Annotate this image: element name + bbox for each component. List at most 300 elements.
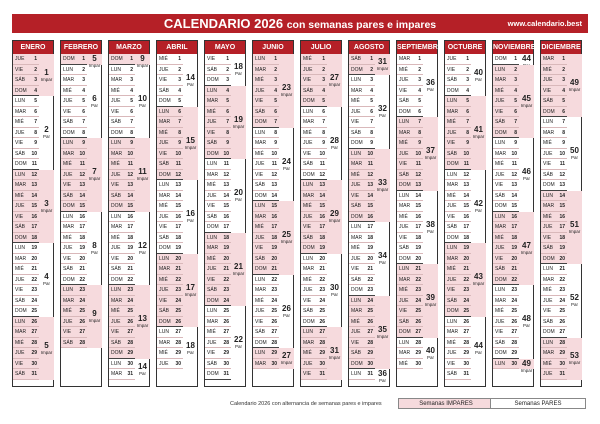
weekday-abbr: DOM: [15, 161, 27, 167]
day-row: [109, 107, 135, 118]
day-number: 10: [127, 150, 133, 157]
day-row: [493, 296, 519, 307]
day-number: 11: [415, 161, 421, 167]
day-row: [541, 296, 567, 307]
weekday-abbr: MAR: [303, 339, 315, 346]
weekday-abbr: LUN: [447, 318, 458, 325]
day-row: [445, 96, 471, 107]
day-number: 21: [271, 266, 277, 272]
day-number: 23: [223, 287, 229, 293]
day-row: [541, 254, 567, 265]
day-row: [109, 359, 135, 370]
day-number: 8: [82, 129, 85, 136]
weekday-abbr: JUE: [303, 287, 313, 293]
day-number: 18: [319, 234, 325, 241]
day-number: 16: [127, 213, 133, 220]
day-number: 13: [223, 182, 229, 188]
week-number: 11: [138, 167, 147, 177]
day-number: 7: [82, 119, 85, 125]
weekday-abbr: DOM: [111, 203, 123, 209]
day-number: 22: [223, 276, 229, 283]
weekday-abbr: SÁB: [303, 234, 314, 241]
day-row: [493, 233, 519, 244]
day-number: 23: [175, 287, 181, 293]
day-row: [445, 317, 471, 328]
day-number: 8: [466, 129, 469, 136]
week-number-block: [375, 75, 390, 149]
day-row: [541, 359, 567, 370]
day-number: 8: [274, 129, 277, 136]
day-row: [301, 117, 327, 128]
weekday-abbr: SÁB: [111, 119, 122, 125]
day-row: [301, 138, 327, 149]
weekday-abbr: MAR: [447, 329, 459, 335]
weekday-abbr: MIÉ: [255, 297, 264, 304]
day-number: 12: [319, 171, 325, 178]
weekday-abbr: VIE: [447, 287, 456, 293]
day-number: 29: [127, 350, 133, 356]
day-number: 31: [31, 371, 37, 377]
week-number-block: [471, 317, 486, 380]
day-row: [445, 180, 471, 191]
day-row: [109, 149, 135, 160]
week-number: 14: [138, 361, 147, 371]
day-row: [397, 65, 423, 76]
day-row: [349, 65, 375, 76]
weekday-abbr: VIE: [63, 329, 72, 335]
day-row: [253, 338, 279, 349]
month-header: MARZO: [109, 41, 149, 54]
week-number-block: [327, 254, 342, 328]
weekday-abbr: SÁB: [543, 245, 554, 251]
day-row: [397, 264, 423, 275]
weekday-abbr: VIE: [447, 140, 456, 146]
day-row: [349, 222, 375, 233]
weekday-abbr: JUE: [15, 129, 25, 136]
week-number-block: [135, 65, 150, 139]
week-number: 9: [92, 309, 97, 318]
weekday-abbr: LUN: [447, 245, 458, 251]
week-parity-label: Par: [474, 349, 482, 355]
day-row: [349, 96, 375, 107]
week-number-block: [375, 296, 390, 370]
week-number-block: [279, 54, 294, 128]
month-column: [492, 40, 534, 387]
day-row: [61, 201, 87, 212]
day-row: [13, 348, 39, 359]
day-row: [61, 107, 87, 118]
day-row: [541, 212, 567, 223]
day-row: [349, 296, 375, 307]
day-row: [109, 191, 135, 202]
day-number: 9: [130, 140, 133, 146]
day-number: 9: [274, 140, 277, 146]
day-number: 18: [127, 234, 133, 241]
day-number: 20: [31, 255, 37, 262]
day-number: 4: [274, 87, 277, 94]
weekday-abbr: JUE: [303, 360, 313, 367]
day-number: 3: [418, 77, 421, 83]
week-number-block: [519, 54, 534, 65]
day-number: 9: [418, 140, 421, 146]
weekday-abbr: MIÉ: [303, 276, 312, 283]
day-number: 14: [367, 192, 373, 199]
week-parity-label: Par: [42, 134, 50, 140]
day-row: [397, 54, 423, 65]
day-row: [397, 254, 423, 265]
weekday-abbr: SÁB: [447, 77, 458, 83]
week-number: 12: [138, 240, 147, 250]
day-row: [157, 75, 183, 86]
day-row: [61, 306, 87, 317]
day-number: 1: [514, 56, 517, 62]
day-number: 31: [367, 371, 373, 377]
week-number-block: [471, 243, 486, 317]
week-parity-label: Par: [426, 354, 434, 360]
weekday-abbr: SÁB: [15, 150, 26, 157]
month-column: [252, 40, 294, 387]
day-number: 7: [178, 119, 181, 125]
day-number: 16: [31, 213, 37, 220]
day-row: [109, 317, 135, 328]
day-number: 4: [82, 87, 85, 94]
week-number: 4: [44, 272, 49, 282]
weekday-abbr: SÁB: [111, 266, 122, 272]
weekday-abbr: VIE: [15, 66, 24, 73]
week-number: 13: [138, 314, 147, 324]
day-number: 8: [178, 129, 181, 136]
day-number: 10: [175, 150, 181, 157]
day-row: [13, 338, 39, 349]
day-number: 18: [79, 234, 85, 241]
day-row: [541, 348, 567, 359]
week-parity-label: Impar: [376, 66, 389, 71]
weekday-abbr: DOM: [447, 87, 459, 94]
weekday-abbr: MAR: [399, 56, 411, 62]
day-number: 26: [271, 318, 277, 325]
day-number: 27: [271, 329, 277, 335]
day-row: [301, 86, 327, 97]
day-row: [445, 65, 471, 76]
weekday-abbr: MAR: [351, 234, 363, 241]
day-row: [541, 54, 567, 65]
day-number: 14: [175, 192, 181, 199]
weekday-abbr: SÁB: [495, 192, 506, 199]
weekday-abbr: JUE: [351, 329, 361, 335]
day-number: 15: [319, 203, 325, 209]
day-row: [445, 138, 471, 149]
day-number: 19: [415, 245, 421, 251]
week-parity-label: Impar: [520, 102, 533, 108]
day-row: [301, 264, 327, 275]
weekday-abbr: DOM: [255, 119, 267, 125]
day-number: 14: [463, 192, 469, 199]
day-number: 25: [31, 308, 37, 314]
weekday-abbr: MIÉ: [111, 234, 120, 241]
weekday-abbr: MAR: [63, 77, 75, 83]
day-row: [541, 96, 567, 107]
day-row: [109, 296, 135, 307]
day-row: [493, 191, 519, 202]
day-number: 3: [178, 77, 181, 83]
weekday-abbr: MIÉ: [207, 108, 216, 115]
weekday-abbr: MAR: [543, 56, 555, 62]
day-number: 28: [559, 339, 565, 346]
day-number: 6: [418, 108, 421, 115]
weekday-abbr: JUE: [111, 245, 121, 251]
weekday-abbr: MIÉ: [303, 129, 312, 136]
day-number: 17: [367, 224, 373, 230]
day-row: [493, 338, 519, 349]
weekday-abbr: VIE: [255, 318, 264, 325]
day-number: 25: [175, 308, 181, 314]
day-row: [205, 86, 231, 97]
day-row: [157, 117, 183, 128]
day-row: [109, 243, 135, 254]
day-number: 21: [511, 266, 517, 272]
week-number: 27: [282, 351, 291, 360]
week-number: 14: [186, 72, 195, 82]
day-number: 13: [463, 182, 469, 188]
day-row: [13, 86, 39, 97]
weekday-abbr: MIÉ: [399, 140, 408, 146]
day-row: [157, 254, 183, 265]
week-number: 16: [186, 209, 195, 219]
weekday-abbr: VIE: [207, 129, 216, 136]
day-number: 11: [31, 161, 37, 167]
day-number: 24: [271, 297, 277, 304]
week-number-block: [327, 180, 342, 254]
weekday-abbr: JUE: [303, 213, 313, 220]
weekday-abbr: MAR: [495, 150, 507, 157]
day-number: 22: [79, 276, 85, 283]
day-number: 10: [271, 150, 277, 157]
weekday-abbr: DOM: [303, 245, 315, 251]
weekday-abbr: MAR: [543, 276, 555, 283]
weekday-abbr: JUE: [255, 308, 265, 314]
weekday-abbr: DOM: [63, 129, 75, 136]
week-number-block: [135, 138, 150, 212]
day-row: [253, 107, 279, 118]
day-row: [397, 212, 423, 223]
day-row: [493, 149, 519, 160]
day-row: [61, 243, 87, 254]
weekday-abbr: SÁB: [303, 87, 314, 94]
weekday-abbr: SÁB: [15, 224, 26, 230]
day-number: 3: [322, 77, 325, 83]
day-number: 23: [367, 287, 373, 293]
day-number: 13: [127, 182, 133, 188]
day-number: 31: [559, 371, 565, 377]
weekday-abbr: SÁB: [399, 318, 410, 325]
week-number-block: [423, 191, 438, 265]
day-number: 22: [367, 276, 373, 283]
day-number: 25: [127, 308, 133, 314]
weekday-abbr: VIE: [15, 213, 24, 220]
day-number: 25: [223, 308, 229, 314]
weekday-abbr: SÁB: [255, 329, 266, 335]
day-number: 2: [82, 66, 85, 73]
day-number: 23: [463, 287, 469, 293]
day-row: [13, 96, 39, 107]
day-row: [157, 180, 183, 191]
weekday-abbr: MAR: [495, 77, 507, 83]
day-number: 7: [130, 119, 133, 125]
weekday-abbr: DOM: [255, 339, 267, 346]
day-number: 14: [319, 192, 325, 199]
week-number: 3: [44, 198, 49, 208]
day-number: 27: [367, 329, 373, 335]
week-parity-label: Impar: [376, 333, 389, 339]
day-row: [493, 306, 519, 317]
day-number: 24: [367, 297, 373, 304]
day-row: [397, 170, 423, 181]
weekday-abbr: LUN: [255, 56, 266, 62]
week-parity-label: Par: [282, 312, 290, 318]
day-row: [493, 243, 519, 254]
day-row: [445, 86, 471, 97]
day-number: 15: [271, 203, 277, 209]
day-row: [157, 138, 183, 149]
weekday-abbr: LUN: [63, 213, 74, 220]
day-number: 5: [82, 98, 85, 104]
day-row: [301, 149, 327, 160]
weekday-abbr: SÁB: [543, 98, 554, 104]
day-number: 30: [463, 360, 469, 367]
weekday-abbr: SÁB: [207, 287, 218, 293]
weekday-abbr: LUN: [207, 308, 218, 314]
day-number: 5: [514, 98, 517, 104]
week-parity-label: Impar: [136, 176, 149, 182]
day-row: [541, 75, 567, 86]
week-parity-label: Impar: [472, 281, 485, 287]
day-number: 19: [463, 245, 469, 251]
day-row: [157, 285, 183, 296]
day-number: 8: [418, 129, 421, 136]
day-row: [349, 86, 375, 97]
weekday-abbr: MIÉ: [15, 192, 24, 199]
day-row: [109, 348, 135, 359]
day-row: [109, 327, 135, 338]
day-row: [397, 149, 423, 160]
day-number: 29: [559, 350, 565, 356]
weekday-abbr: MIÉ: [543, 66, 552, 73]
day-row: [253, 254, 279, 265]
week-number-block: [423, 117, 438, 191]
month-column: [12, 40, 54, 387]
weekday-abbr: DOM: [15, 308, 27, 314]
month-header: JULIO: [301, 41, 341, 54]
month-column: [204, 40, 246, 387]
day-row: [349, 138, 375, 149]
weekday-abbr: SÁB: [399, 171, 410, 178]
month-header: DICIEMBRE: [541, 41, 581, 54]
day-number: 18: [175, 234, 181, 241]
weekday-abbr: MIÉ: [159, 129, 168, 136]
week-parity-label: Par: [138, 249, 146, 255]
weekday-abbr: JUE: [543, 224, 553, 230]
weekday-abbr: MIÉ: [207, 182, 216, 188]
weekday-abbr: DOM: [399, 182, 411, 188]
week-number-block: [231, 233, 246, 307]
weekday-abbr: VIE: [447, 66, 456, 73]
day-number: 12: [463, 171, 469, 178]
weekday-abbr: MIÉ: [63, 234, 72, 241]
month-header: JUNIO: [253, 41, 293, 54]
weekday-abbr: MAR: [495, 297, 507, 304]
day-row: [61, 254, 87, 265]
day-row: [493, 128, 519, 139]
weekday-abbr: SÁB: [399, 245, 410, 251]
weekday-abbr: LUN: [207, 161, 218, 167]
day-row: [61, 117, 87, 128]
day-number: 12: [367, 171, 373, 178]
day-row: [541, 264, 567, 275]
weekday-abbr: SÁB: [351, 129, 362, 136]
day-row: [253, 264, 279, 275]
day-number: 20: [367, 255, 373, 262]
day-number: 27: [79, 329, 85, 335]
weekday-abbr: MAR: [303, 192, 315, 199]
weekday-abbr: DOM: [543, 255, 555, 262]
day-row: [205, 138, 231, 149]
weekday-abbr: MAR: [207, 98, 219, 104]
week-number-block: [375, 369, 390, 383]
weekday-abbr: VIE: [543, 308, 552, 314]
day-row: [301, 180, 327, 191]
day-number: 30: [223, 360, 229, 367]
day-row: [205, 191, 231, 202]
week-number: 35: [378, 324, 387, 334]
weekday-abbr: LUN: [255, 350, 266, 356]
day-number: 4: [34, 87, 37, 94]
day-number: 29: [319, 350, 325, 356]
day-row: [205, 317, 231, 328]
day-number: 6: [178, 108, 181, 115]
weekday-abbr: MIÉ: [351, 318, 360, 325]
day-number: 7: [370, 119, 373, 125]
day-number: 6: [370, 108, 373, 115]
weekday-abbr: DOM: [207, 297, 219, 304]
week-parity-label: Par: [138, 102, 146, 108]
day-row: [109, 285, 135, 296]
day-row: [205, 222, 231, 233]
day-number: 21: [319, 266, 325, 272]
weekday-abbr: VIE: [207, 350, 216, 356]
day-number: 5: [562, 98, 565, 104]
day-row: [541, 107, 567, 118]
day-row: [13, 306, 39, 317]
day-number: 6: [274, 108, 277, 115]
day-number: 13: [511, 182, 517, 188]
day-number: 12: [223, 171, 229, 178]
day-row: [13, 149, 39, 160]
day-number: 19: [319, 245, 325, 251]
weekday-abbr: JUE: [447, 129, 457, 136]
day-number: 28: [415, 339, 421, 346]
week-number: 28: [330, 135, 339, 145]
month-column: [540, 40, 582, 387]
day-row: [253, 348, 279, 359]
day-row: [493, 254, 519, 265]
weekday-abbr: MIÉ: [159, 203, 168, 209]
day-number: 6: [82, 108, 85, 115]
weekday-abbr: SÁB: [207, 213, 218, 220]
day-number: 24: [223, 297, 229, 304]
day-row: [445, 201, 471, 212]
week-parity-label: Impar: [520, 249, 533, 255]
day-row: [157, 317, 183, 328]
